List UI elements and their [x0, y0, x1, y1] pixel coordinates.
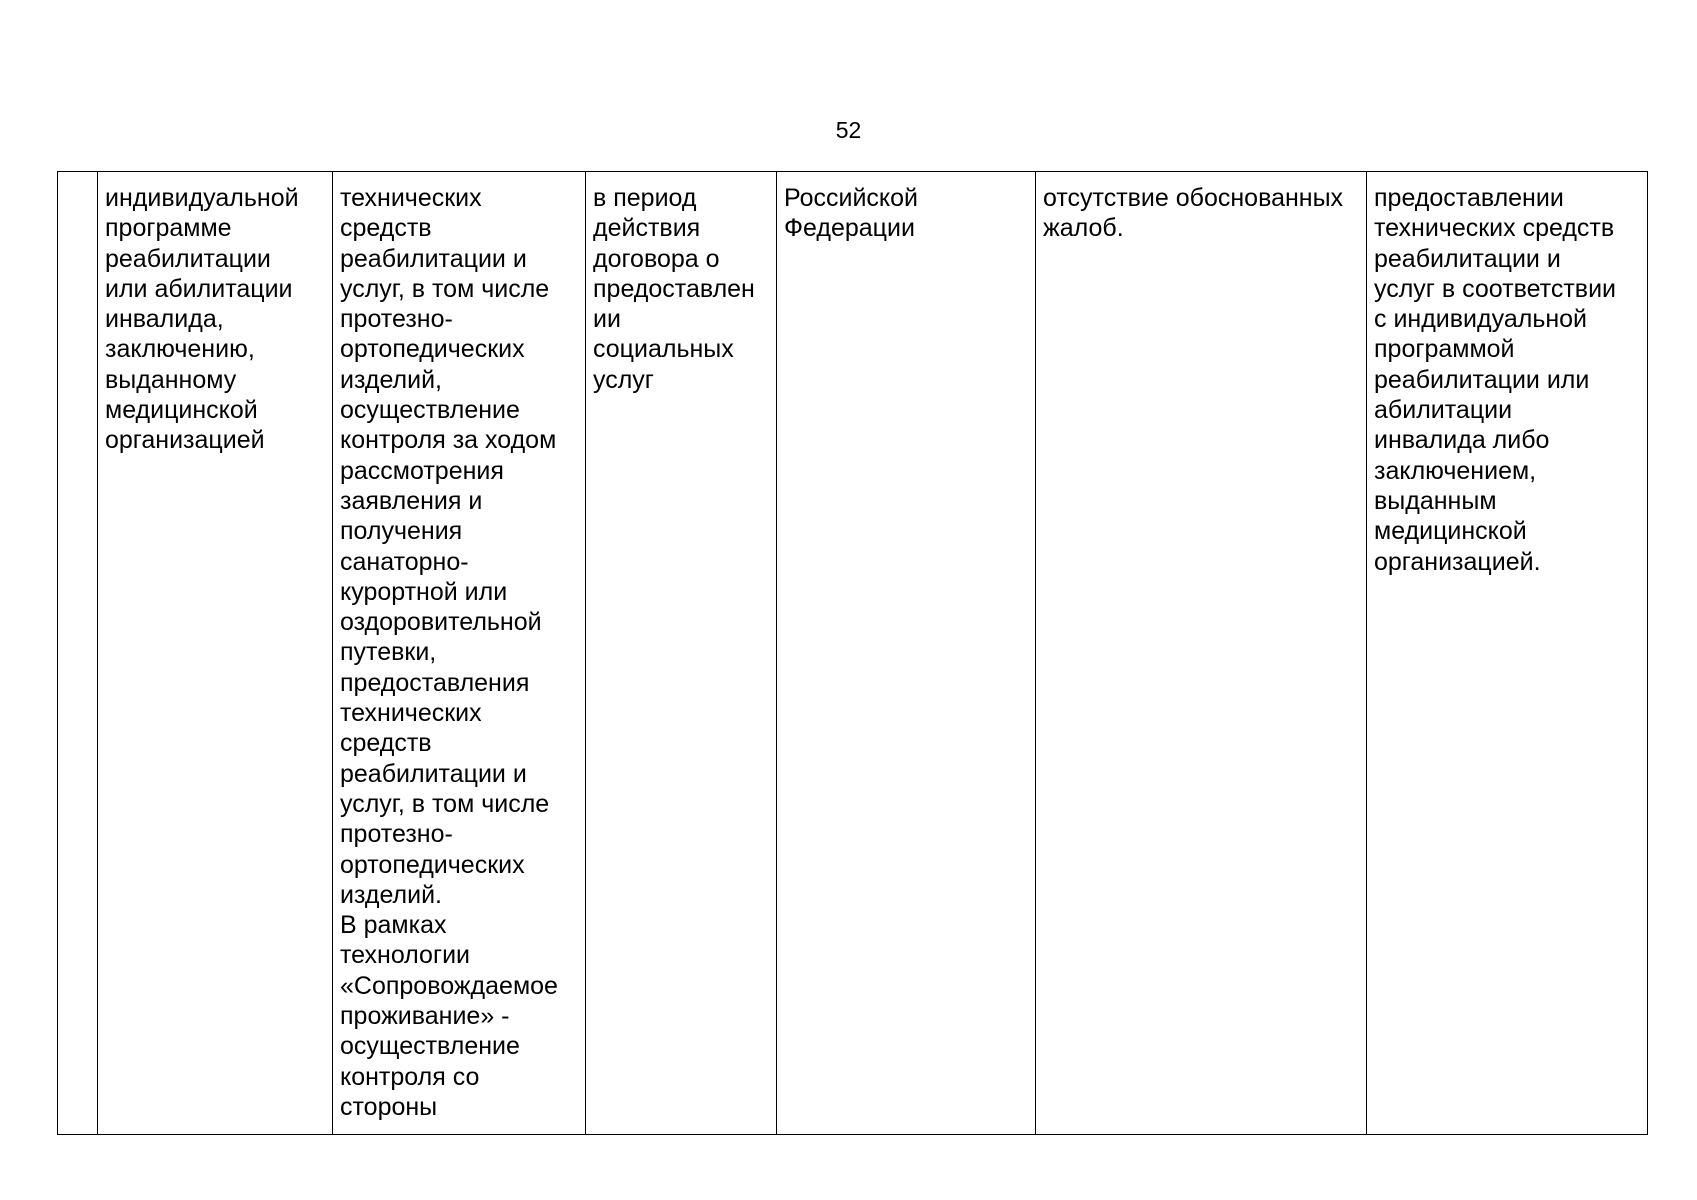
cell-text-line: абилитации	[1374, 396, 1513, 425]
cell-text-line: проживание» -	[340, 1002, 510, 1031]
cell-text-line: реабилитации и	[1374, 244, 1561, 273]
cell-text-line: программе	[105, 214, 232, 243]
cell-text-line: заключению,	[105, 335, 255, 364]
cell-text-line: заключением,	[1374, 456, 1537, 485]
page-number: 52	[835, 117, 862, 143]
table-cell-period	[586, 172, 777, 1135]
cell-text-line: реабилитации и	[340, 759, 527, 788]
cell-text-line: реабилитации или	[1374, 365, 1590, 394]
cell-text-line: организацией	[105, 426, 265, 455]
cell-text-line: санаторно-	[340, 547, 469, 576]
cell-text-line: средств	[340, 214, 432, 243]
table-cell-quality-indicator	[1036, 172, 1367, 1135]
cell-text-line: «Сопровождаемое	[340, 971, 558, 1000]
cell-text-line: технических средств	[1374, 214, 1615, 243]
cell-text-line: инвалида,	[105, 305, 224, 334]
cell-text-line: В рамках	[340, 911, 447, 940]
cell-text-line: программой	[1374, 335, 1515, 364]
cell-text-line: контроля за ходом	[340, 426, 557, 455]
table-cell-result-condition	[1367, 172, 1648, 1135]
cell-text-line: услуг	[593, 365, 654, 394]
cell-text-line: контроля со	[340, 1062, 480, 1091]
cell-text-line: или абилитации	[105, 274, 293, 303]
cell-text-line: технологии	[340, 941, 471, 970]
cell-text-line: изделий.	[340, 880, 443, 909]
cell-text-line: реабилитации	[105, 244, 271, 273]
cell-text-line: выданным	[1374, 486, 1497, 515]
table-cell-document-basis	[98, 172, 333, 1135]
cell-text-line: реабилитации и	[340, 244, 527, 273]
cell-text-line: изделий,	[340, 365, 443, 394]
cell-text-line: средств	[340, 729, 432, 758]
cell-text-line: путевки,	[340, 638, 437, 667]
cell-text-line: технических	[340, 699, 482, 728]
cell-text-line: предоставления	[340, 668, 530, 697]
cell-text-line: услуг, в том числе	[340, 789, 550, 818]
cell-text-line: договора о	[593, 244, 720, 273]
table-cell-region	[777, 172, 1036, 1135]
cell-text-line: предоставлении	[1374, 184, 1564, 212]
cell-text-line: социальных	[593, 335, 734, 364]
cell-text-line: услуг в соответствии	[1374, 274, 1616, 303]
cell-text-line: жалоб.	[1043, 214, 1124, 243]
cell-text-line: выданному	[105, 365, 237, 394]
cell-text-line: индивидуальной	[105, 184, 299, 212]
cell-text-line: заявления и	[340, 486, 483, 515]
table-cell-number	[58, 172, 98, 1135]
cell-text-line: отсутствие обоснованных	[1043, 184, 1344, 212]
cell-text-line: ии	[593, 305, 621, 334]
cell-text-line: действия	[593, 214, 701, 243]
cell-text-line: ортопедических	[340, 335, 525, 364]
cell-text-line: медицинской	[1374, 517, 1527, 546]
cell-text-line: протезно-	[340, 820, 453, 849]
cell-text-line: получения	[340, 517, 463, 546]
cell-text-line: услуг, в том числе	[340, 274, 550, 303]
document-table	[57, 171, 1648, 1135]
cell-text-line: курортной или	[340, 577, 508, 606]
cell-text-line: медицинской	[105, 396, 258, 425]
cell-text-line: технических	[340, 184, 482, 212]
cell-text-line: организацией.	[1374, 547, 1541, 576]
cell-text-line: инвалида либо	[1374, 426, 1550, 455]
cell-text-line: Российской	[784, 184, 918, 212]
cell-text-line: рассмотрения	[340, 456, 504, 485]
cell-text-line: Федерации	[784, 214, 915, 243]
cell-text-line: оздоровительной	[340, 608, 542, 637]
cell-text-line: осуществление	[340, 1032, 520, 1061]
cell-text-line: в период	[593, 184, 697, 212]
table-row	[58, 172, 1648, 1135]
cell-text-line: предоставлен	[593, 274, 755, 303]
cell-text-line: стороны	[340, 1092, 438, 1121]
cell-text-line: ортопедических	[340, 850, 525, 879]
table-cell-service-description	[333, 172, 586, 1135]
cell-text-line: с индивидуальной	[1374, 305, 1588, 334]
cell-text-line: протезно-	[340, 305, 453, 334]
cell-text-line: осуществление	[340, 396, 520, 425]
